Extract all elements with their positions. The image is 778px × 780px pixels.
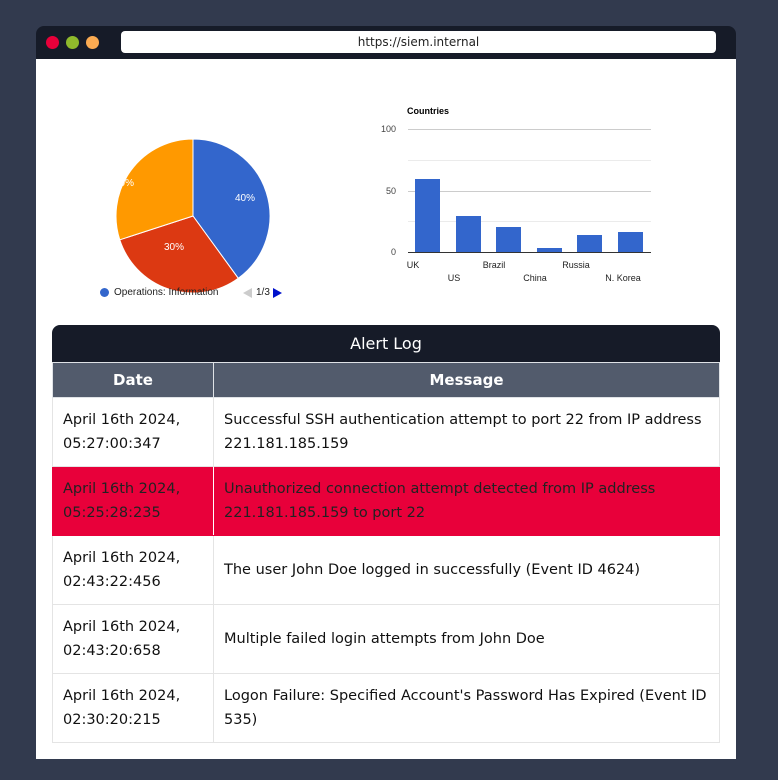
gridline-25	[408, 221, 651, 222]
x-axis-baseline	[408, 252, 651, 253]
table-row[interactable]	[53, 674, 720, 743]
x-label-china: China	[523, 273, 547, 283]
legend-pager	[243, 287, 282, 298]
bar-chart-title: Countries	[407, 106, 450, 116]
gridline-50	[408, 191, 651, 192]
alert-date-time: 02:30:20:215	[63, 712, 161, 728]
alert-message: Logon Failure: Specified Account's Password Has Expired (Event ID 535)	[214, 674, 720, 743]
minimize-window-button[interactable]	[66, 36, 79, 49]
bar-brazil[interactable]	[496, 227, 521, 252]
column-header-date[interactable]: Date	[53, 363, 214, 398]
y-tick-50: 50	[385, 186, 396, 196]
legend-color-swatch	[100, 288, 109, 297]
x-label-uk: UK	[406, 260, 420, 270]
alert-date-day: April 16th 2024,	[63, 481, 181, 497]
column-header-message[interactable]: Message	[214, 363, 720, 398]
gridline-75	[408, 160, 651, 161]
alert-message: Multiple failed login attempts from John Doe	[214, 605, 720, 674]
alert-log-panel	[52, 325, 720, 743]
table-row[interactable]	[53, 398, 720, 467]
y-tick-100: 100	[380, 124, 396, 134]
pie-slice-3-label: 30%	[114, 178, 135, 189]
alert-message: The user John Doe logged in successfully (Event ID 4624)	[214, 536, 720, 605]
pie-legend	[100, 287, 219, 298]
alert-date-time: 05:25:28:235	[63, 505, 161, 521]
alert-log-title: Alert Log	[52, 325, 720, 362]
table-row[interactable]	[53, 536, 720, 605]
bar-uk[interactable]	[415, 179, 440, 252]
legend-page-indicator: 1/3	[256, 287, 270, 298]
bar-us[interactable]	[456, 216, 481, 252]
pie-chart	[96, 99, 296, 339]
x-label-russia: Russia	[562, 260, 590, 270]
page-content	[36, 59, 736, 759]
alert-date	[53, 605, 214, 674]
pie-chart-graphic	[96, 99, 296, 319]
bar-north-korea[interactable]	[618, 232, 643, 252]
browser-window	[36, 26, 736, 759]
x-label-us: US	[447, 273, 461, 283]
legend-label: Operations: Information	[114, 287, 219, 298]
x-label-north-korea: N. Korea	[605, 273, 641, 283]
alert-date-day: April 16th 2024,	[63, 688, 181, 704]
address-bar[interactable]: https://siem.internal	[121, 31, 716, 53]
alert-date	[53, 398, 214, 467]
next-page-icon[interactable]	[273, 288, 282, 298]
alert-date-time: 05:27:00:347	[63, 436, 161, 452]
alert-date-day: April 16th 2024,	[63, 550, 181, 566]
browser-titlebar	[36, 26, 736, 59]
alert-date-day: April 16th 2024,	[63, 619, 181, 635]
alert-date	[53, 536, 214, 605]
gridline-100	[408, 129, 651, 130]
alert-message: Unauthorized connection attempt detected from IP address 221.181.185.159 to port 22	[214, 467, 720, 536]
close-window-button[interactable]	[46, 36, 59, 49]
y-tick-0: 0	[390, 247, 396, 257]
pie-slice-2-label: 30%	[164, 242, 185, 253]
table-row[interactable]	[53, 605, 720, 674]
maximize-window-button[interactable]	[86, 36, 99, 49]
alert-date	[53, 467, 214, 536]
alert-message: Successful SSH authentication attempt to port 22 from IP address 221.181.185.159	[214, 398, 720, 467]
previous-page-icon[interactable]	[243, 288, 252, 298]
alert-date-time: 02:43:20:658	[63, 643, 161, 659]
countries-bar-chart	[366, 99, 666, 299]
alert-date-time: 02:43:22:456	[63, 574, 161, 590]
bar-russia[interactable]	[577, 235, 602, 252]
alert-log-table	[52, 362, 720, 743]
table-header-row	[53, 363, 720, 398]
x-label-brazil: Brazil	[482, 260, 506, 270]
pie-slice-1-label: 40%	[235, 193, 256, 204]
alert-date-day: April 16th 2024,	[63, 412, 181, 428]
table-row-highlighted[interactable]	[53, 467, 720, 536]
alert-date	[53, 674, 214, 743]
